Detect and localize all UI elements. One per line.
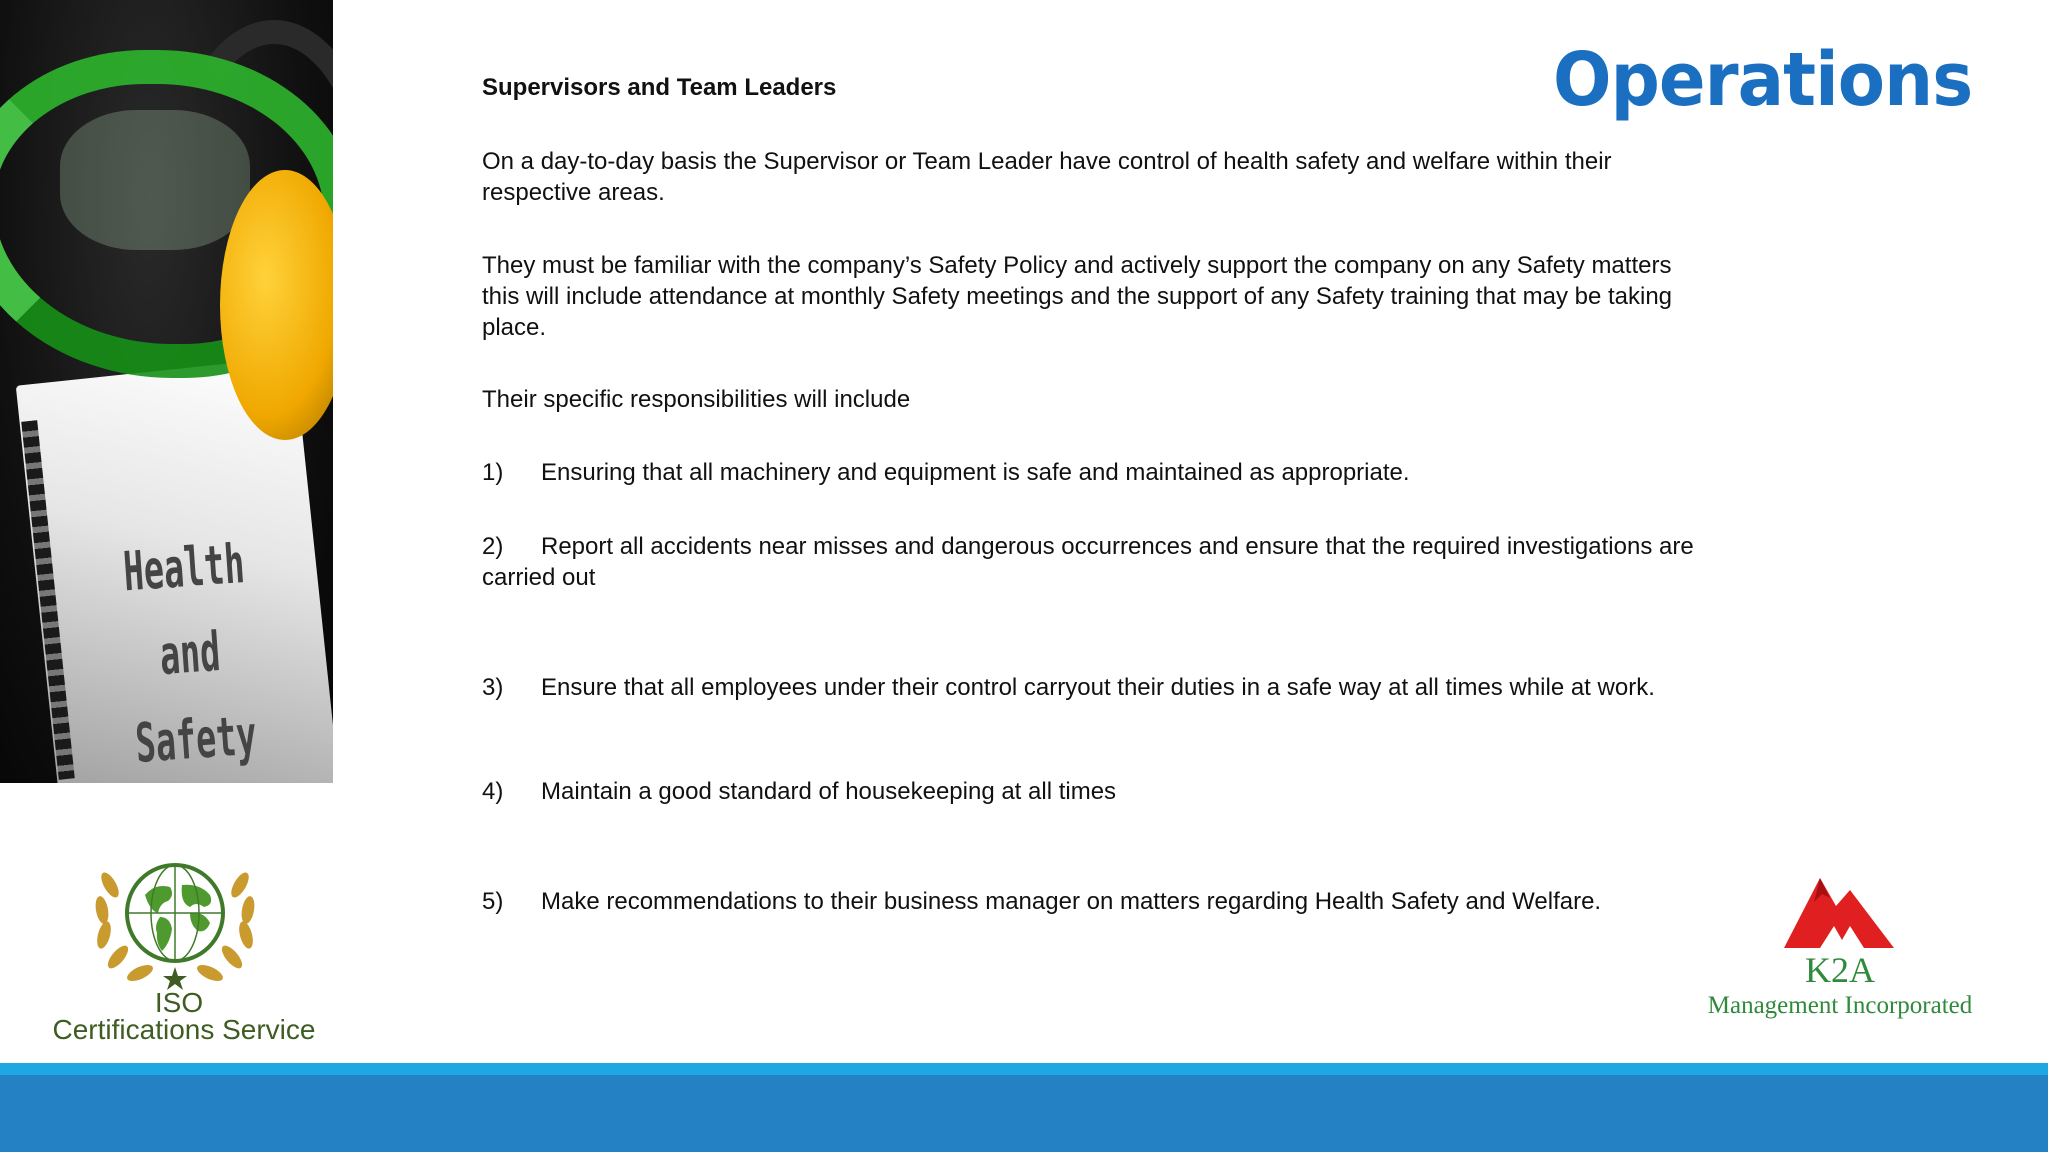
- list-item-number: 3): [482, 674, 504, 701]
- list-item: [482, 531, 1697, 593]
- list-item-number: 5): [482, 888, 504, 915]
- list-item-text: Ensuring that all machinery and equipment is safe and maintained as appropriate.: [541, 459, 1410, 486]
- photo-caption: [113, 521, 267, 783]
- k2a-logo-subtitle: Management Incorporated: [1707, 992, 1973, 1019]
- globe-laurel-icon: [90, 855, 260, 990]
- list-item: [482, 672, 1697, 703]
- paragraph-1: On a day-to-day basis the Supervisor or Team Leader have control of health safety and welfare within their respective areas.: [482, 148, 1612, 206]
- iso-certifications-logo: [44, 855, 334, 1045]
- k2a-logo-name: K2A: [1805, 950, 1875, 990]
- photo-caption-line1: Health and: [121, 532, 247, 688]
- page-title: Operations: [1553, 37, 1973, 123]
- list-item-text: Maintain a good standard of housekeeping at all times: [541, 778, 1117, 805]
- list-item: [482, 886, 1697, 917]
- photo-caption-line2: Safety: [133, 703, 259, 775]
- list-item-text: Ensure that all employees under their control carryout their duties in a safe way at all times while at work.: [541, 674, 1655, 701]
- list-item-text: Report all accidents near misses and dangerous occurrences and ensure that the required investigations are carried out: [482, 533, 1694, 591]
- list-item: [482, 457, 1697, 488]
- list-item-number: 4): [482, 778, 504, 805]
- list-item-text: Make recommendations to their business manager on matters regarding Health Safety and Welfare.: [541, 888, 1602, 915]
- footer-accent-stripe: [0, 1063, 2048, 1075]
- iso-logo-subtext: Certifications Service: [52, 1014, 316, 1045]
- responsibilities-intro: Their specific responsibilities will include: [482, 386, 911, 413]
- mountain-peaks-icon: [1784, 876, 1894, 948]
- iso-logo-text: ISO: [154, 987, 204, 1018]
- paragraph-2: They must be familiar with the company’s Safety Policy and actively support the company on any Safety matters this will include attendance at monthly Safety meetings and the support of any Safety training that may be taking place.: [482, 252, 1673, 341]
- footer-bar: [0, 1075, 2048, 1152]
- list-item-number: 1): [482, 459, 504, 486]
- list-item: [482, 776, 1697, 807]
- list-item-number: 2): [482, 533, 504, 560]
- health-and-safety-photo: [0, 0, 333, 783]
- section-subtitle: Supervisors and Team Leaders: [482, 74, 837, 101]
- k2a-management-logo: [1680, 872, 2000, 1032]
- goggles-lens-shape: [60, 110, 250, 250]
